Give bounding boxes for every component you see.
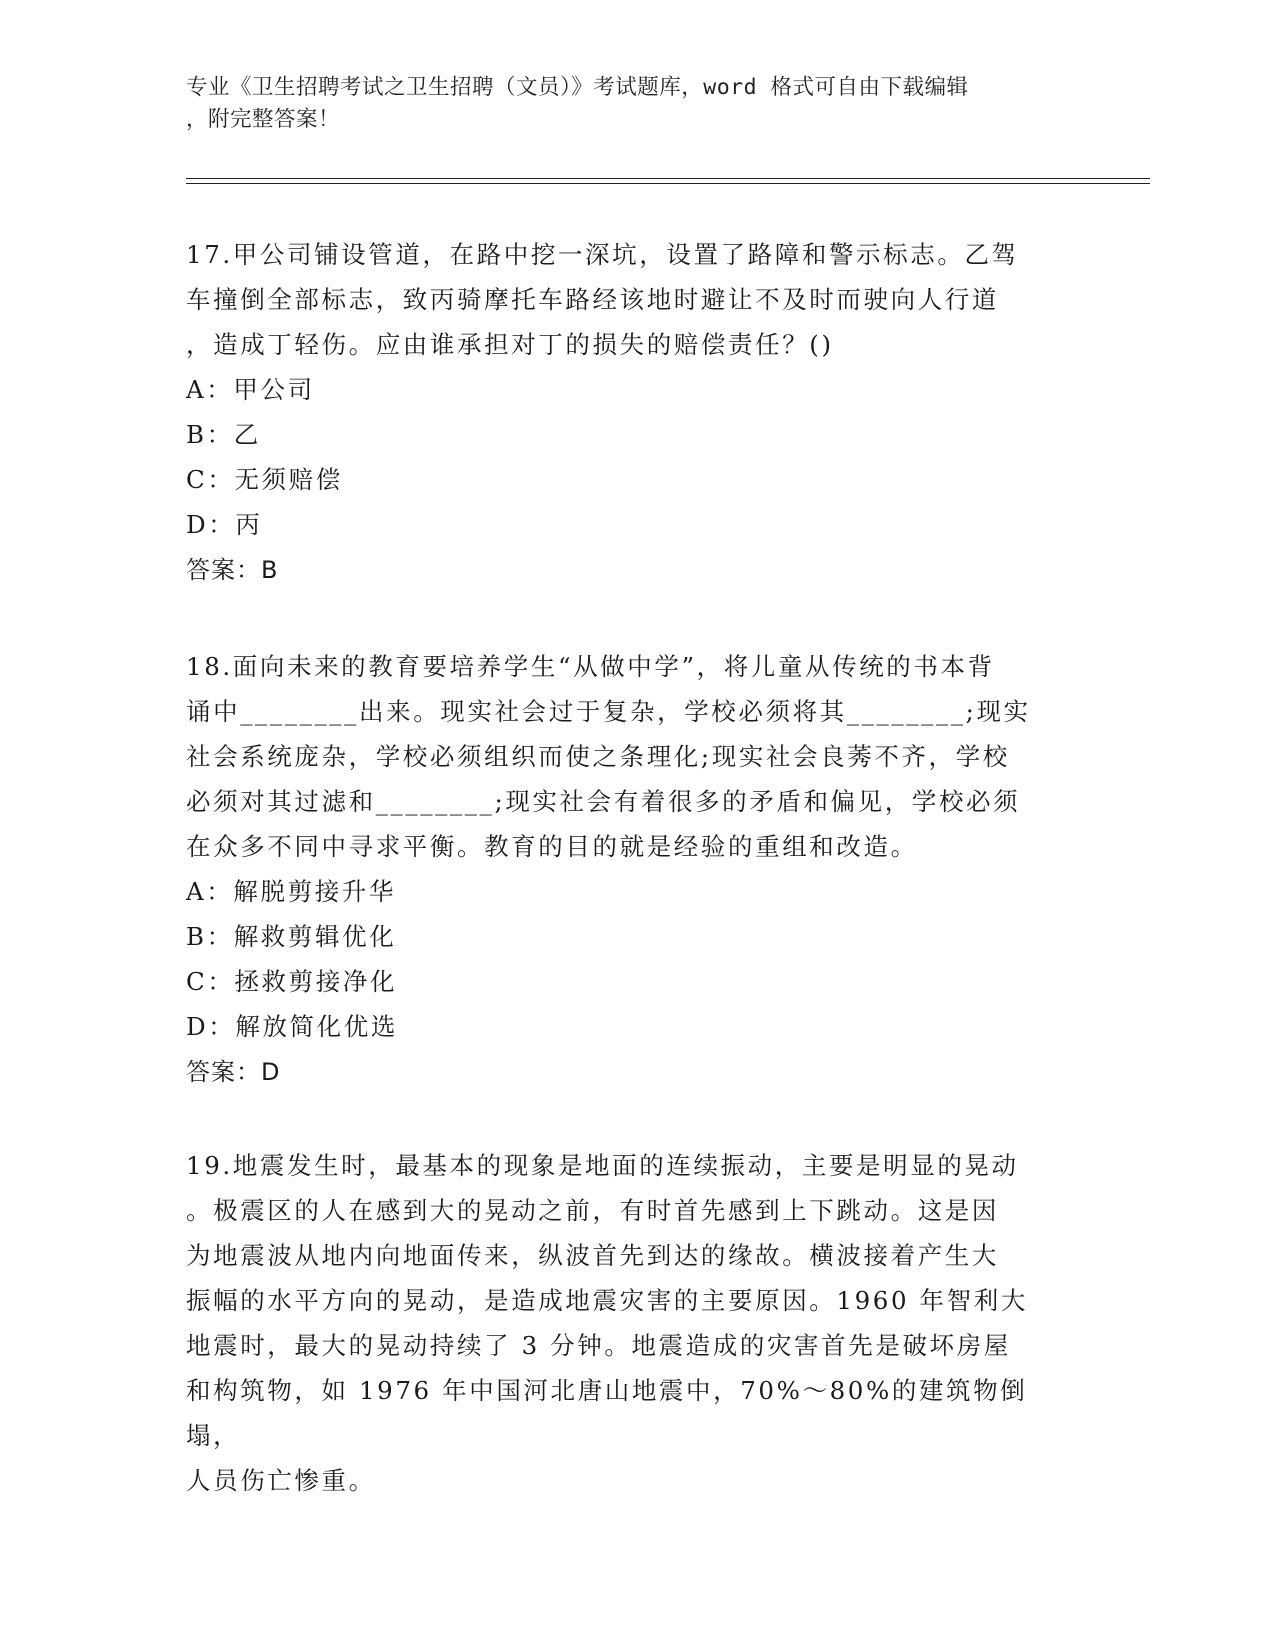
document-header — [186, 72, 1066, 136]
question-stem-line: 必须对其过滤和________;现实社会有着很多的矛盾和偏见，学校必须 — [186, 787, 1021, 816]
question-stem-line: 。极震区的人在感到大的晃动之前，有时首先感到上下跳动。这是因 — [186, 1196, 999, 1225]
question-stem-line: 诵中________出来。现实社会过于复杂，学校必须将其________;现实 — [186, 697, 1031, 726]
header-divider — [186, 178, 1150, 179]
option-d: D：丙 — [186, 510, 263, 539]
option-b: B：乙 — [186, 420, 261, 449]
question-stem-line: 19.地震发生时，最基本的现象是地面的连续振动，主要是明显的晃动 — [186, 1151, 1019, 1180]
option-a: A：甲公司 — [186, 375, 315, 404]
question-19 — [186, 1143, 1066, 1503]
question-stem-line: 18.面向未来的教育要培养学生“从做中学”，将儿童从传统的书本背 — [186, 652, 995, 681]
option-c: C：无须赔偿 — [186, 465, 343, 494]
question-18 — [186, 644, 1066, 1095]
question-stem-line: 在众多不同中寻求平衡。教育的目的就是经验的重组和改造。 — [186, 832, 918, 861]
question-stem-line: 地震时，最大的晃动持续了 3 分钟。地震造成的灾害首先是破坏房屋 — [186, 1331, 1011, 1360]
question-stem-line: 振幅的水平方向的晃动，是造成地震灾害的主要原因。1960 年智利大 — [186, 1286, 1028, 1315]
option-d: D：解放简化优选 — [186, 1012, 398, 1041]
question-stem-line: 社会系统庞杂，学校必须组织而使之条理化;现实社会良莠不齐，学校 — [186, 742, 1010, 771]
question-stem-line: 车撞倒全部标志，致丙骑摩托车路经该地时避让不及时而驶向人行道 — [186, 285, 999, 314]
question-stem-line: 为地震波从地内向地面传来，纵波首先到达的缘故。横波接着产生大 — [186, 1241, 999, 1270]
header-divider-secondary — [186, 183, 1150, 184]
option-c: C：拯救剪接净化 — [186, 967, 398, 996]
question-stem-line: 17.甲公司铺设管道，在路中挖一深坑，设置了路障和警示标志。乙驾 — [186, 240, 1019, 269]
question-17 — [186, 232, 1066, 593]
option-b: B：解救剪辑优化 — [186, 922, 397, 951]
header-title-line-1: 专业《卫生招聘考试之卫生招聘（文员）》考试题库，word 格式可自由下载编辑 — [186, 75, 969, 100]
header-title-line-2: ，附完整答案！ — [186, 107, 341, 132]
answer-label: 答案：D — [186, 1058, 281, 1086]
question-stem-line: 和构筑物，如 1976 年中国河北唐山地震中，70%～80%的建筑物倒塌， — [186, 1376, 1028, 1450]
answer-label: 答案：B — [186, 556, 279, 584]
question-stem-line: 人员伤亡惨重。 — [186, 1466, 376, 1495]
question-stem-line: ，造成丁轻伤。应由谁承担对丁的损失的赔偿责任？() — [186, 330, 834, 359]
option-a: A：解脱剪接升华 — [186, 877, 396, 906]
